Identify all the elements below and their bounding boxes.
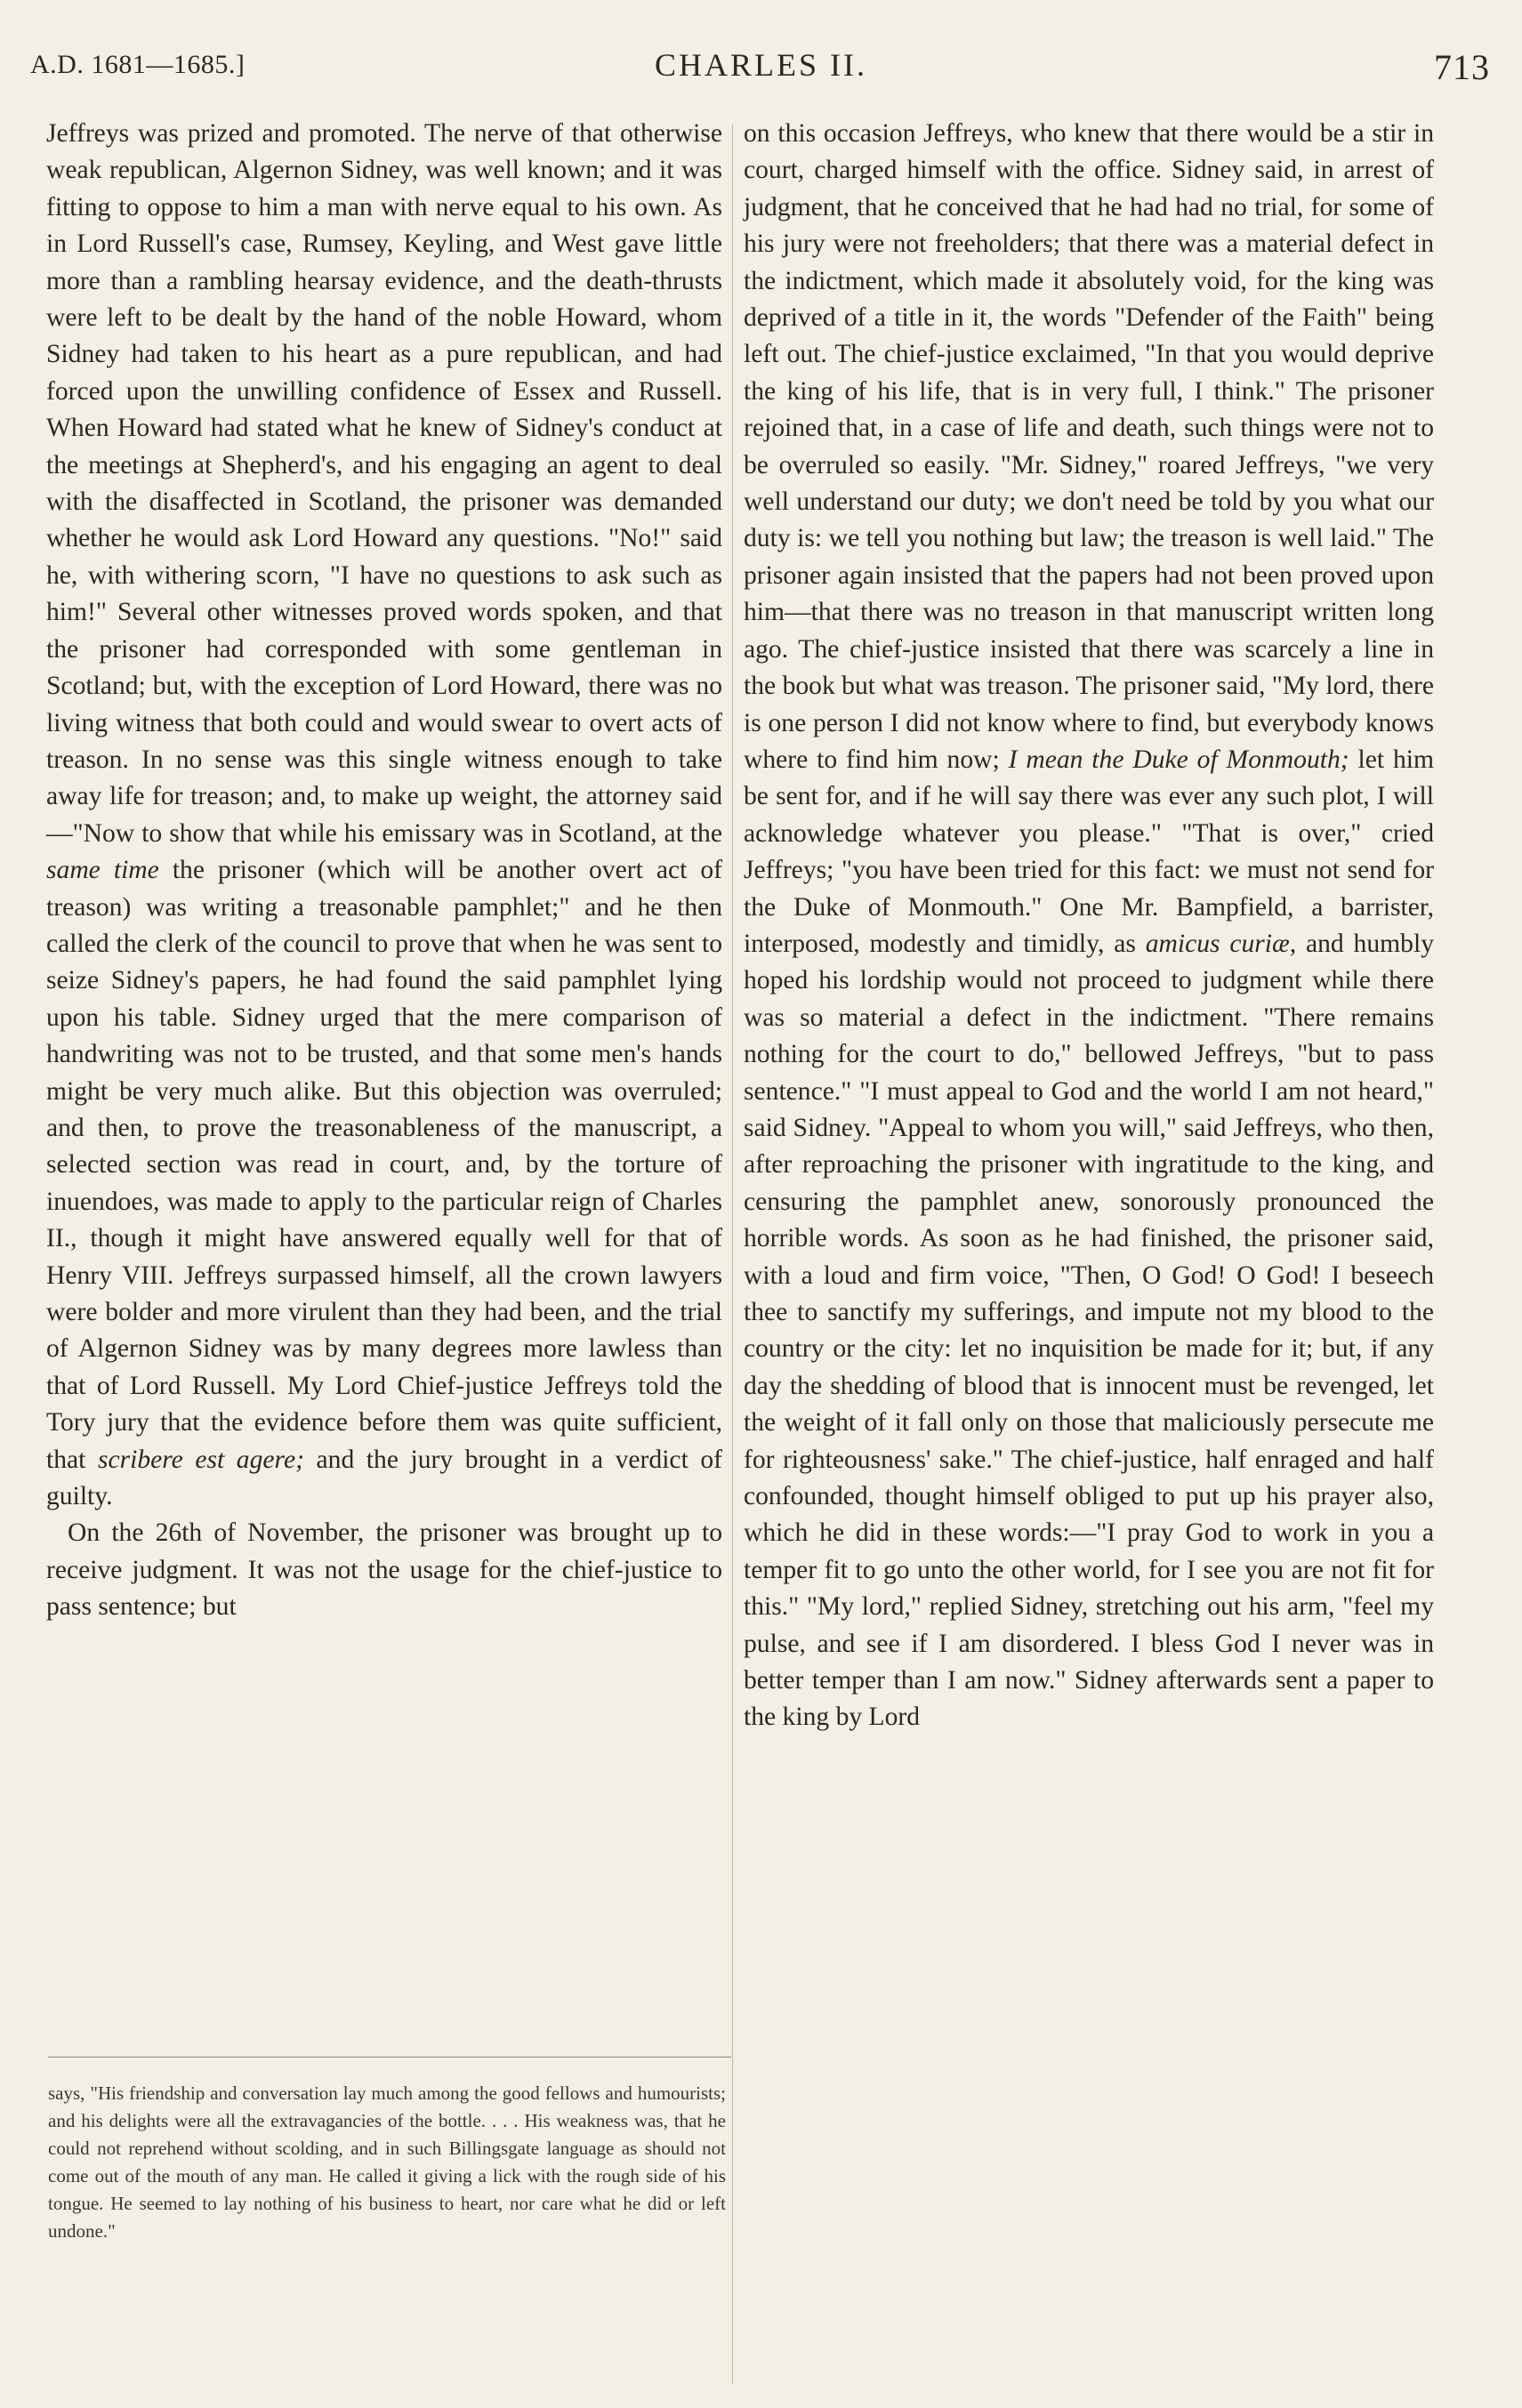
left-column xyxy=(46,116,722,1626)
page-number: 713 xyxy=(1434,47,1490,87)
paragraph: on this occasion Jeffreys, who knew that there would be a stir in court, charged himself with the office. Sidney said, in arrest of judgment, that he conceived that he had had no trial, for some of his jury were not freeholders; that there was a material defect in the indictment, which made it absolutely void, for the king was deprived of a title in it, the words "Defender of the Faith" being left out. The chief-justice exclaimed, "In that you would deprive the king of his life, that is in very full, I think." The prisoner rejoined that, in a case of life and death, such things were not to be overruled so easily. "Mr. Sidney," roared Jeffreys, "we very well understand our duty; we don't need be told by you what our duty is: we tell you nothing but law; the treason is well laid." The prisoner again insisted that the papers had not been proved upon him—that there was no treason in that manuscript written long ago. The chief-justice insisted that there was scarcely a line in the book but what was treason. The prisoner said, "My lord, there is one person I did not know where to find, but everybody knows where to find him now; I mean the Duke of Monmouth; let him be sent for, and if he will say there was ever any such plot, I will acknowledge whatever you please." "That is over," cried Jeffreys; "you have been tried for this fact: we must not send for the Duke of Monmouth." One Mr. Bampfield, a barrister, interposed, modestly and timidly, as amicus curiæ, and humbly hoped his lordship would not proceed to judgment while there was so material a defect in the indictment. "There remains nothing for the court to do," bellowed Jeffreys, "but to pass sentence." "I must appeal to God and the world I am not heard," said Sidney. "Appeal to whom you will," said Jeffreys, who then, after reproaching the prisoner with ingratitude to the king, and censuring the pamphlet anew, sonorously pronounced the horrible words. As soon as he had finished, the prisoner said, with a loud and firm voice, "Then, O God! O God! I beseech thee to sanctify my sufferings, and impute not my blood to the country or the city: let no inquisition be made for it; but, if any day the shedding of blood that is innocent must be revenged, let the weight of it fall only on those that maliciously persecute me for righteousness' sake." The chief-justice, half enraged and half confounded, thought himself obliged to put up his prayer also, which he did in these words:—"I pray God to work in you a temper fit to go unto the other world, for I see you are not fit for this." "My lord," replied Sidney, stretching out his arm, "feel my pulse, and see if I am disordered. I bless God I never was in better temper than I am now." Sidney afterwards sent a paper to the king by Lord xyxy=(744,119,1434,1732)
paragraph: On the 26th of November, the prisoner was brought up to receive judgment. It was not the usage for the chief-justice to pass sentence; but xyxy=(46,1518,722,1622)
header-date-range: A.D. 1681—1685.] xyxy=(30,50,246,79)
right-column xyxy=(744,116,1434,1736)
paragraph: Jeffreys was prized and promoted. The nerve of that otherwise weak republican, Algernon Sidney, was well known; and it was fitting to oppose to him a man with nerve equal to his own. As in Lord Russell's case, Rumsey, Keyling, and West gave little more than a rambling hearsay evidence, and the death-thrusts were left to be dealt by the hand of the noble Howard, whom Sidney had taken to his heart as a pure republican, and had forced upon the unwilling confidence of Essex and Russell. When Howard had stated what he knew of Sidney's conduct at the meetings at Shepherd's, and his engaging an agent to deal with the disaffected in Scotland, the prisoner was demanded whether he would ask Lord Howard any questions. "No!" said he, with withering scorn, "I have no questions to ask such as him!" Several other witnesses proved words spoken, and that the prisoner had corresponded with some gentleman in Scotland; but, with the exception of Lord Howard, there was no living witness that both could and would swear to overt acts of treason. In no sense was this single witness enough to take away life for treason; and, to make up weight, the attorney said—"Now to show that while his emissary was in Scotland, at the same time the prisoner (which will be another overt act of treason) was writing a treasonable pamphlet;" and he then called the clerk of the council to prove that when he was sent to seize Sidney's papers, he had found the said pamphlet lying upon his table. Sidney urged that the mere comparison of handwriting was not to be trusted, and that some men's hands might be very much alike. But this objection was overruled; and then, to prove the treasonableness of the manuscript, a selected section was read in court, and, by the torture of inuendoes, was made to apply to the particular reign of Charles II., though it might have answered equally well for that of Henry VIII. Jeffreys surpassed himself, all the crown lawyers were bolder and more virulent than they had been, and the trial of Algernon Sidney was by many degrees more lawless than that of Lord Russell. My Lord Chief-justice Jeffreys told the Tory jury that the evidence before them was quite sufficient, that scribere est agere; and the jury brought in a verdict of guilty. xyxy=(46,119,722,1511)
header-title: CHARLES II. xyxy=(655,47,867,83)
column-divider xyxy=(732,125,733,2384)
footnote: says, "His friendship and conversation lay much among the good fellows and humourists; and his delights were all the extravagancies of the bottle. . . . His weakness was, that he could not reprehend without scolding, and in such Billingsgate language as should not come out of the mouth of any man. He called it giving a lick with the rough side of his tongue. He seemed to lay nothing of his business to heart, nor care what he did or left undone." xyxy=(48,2082,726,2242)
running-header xyxy=(0,46,1522,91)
footnote-rule xyxy=(48,2057,731,2058)
